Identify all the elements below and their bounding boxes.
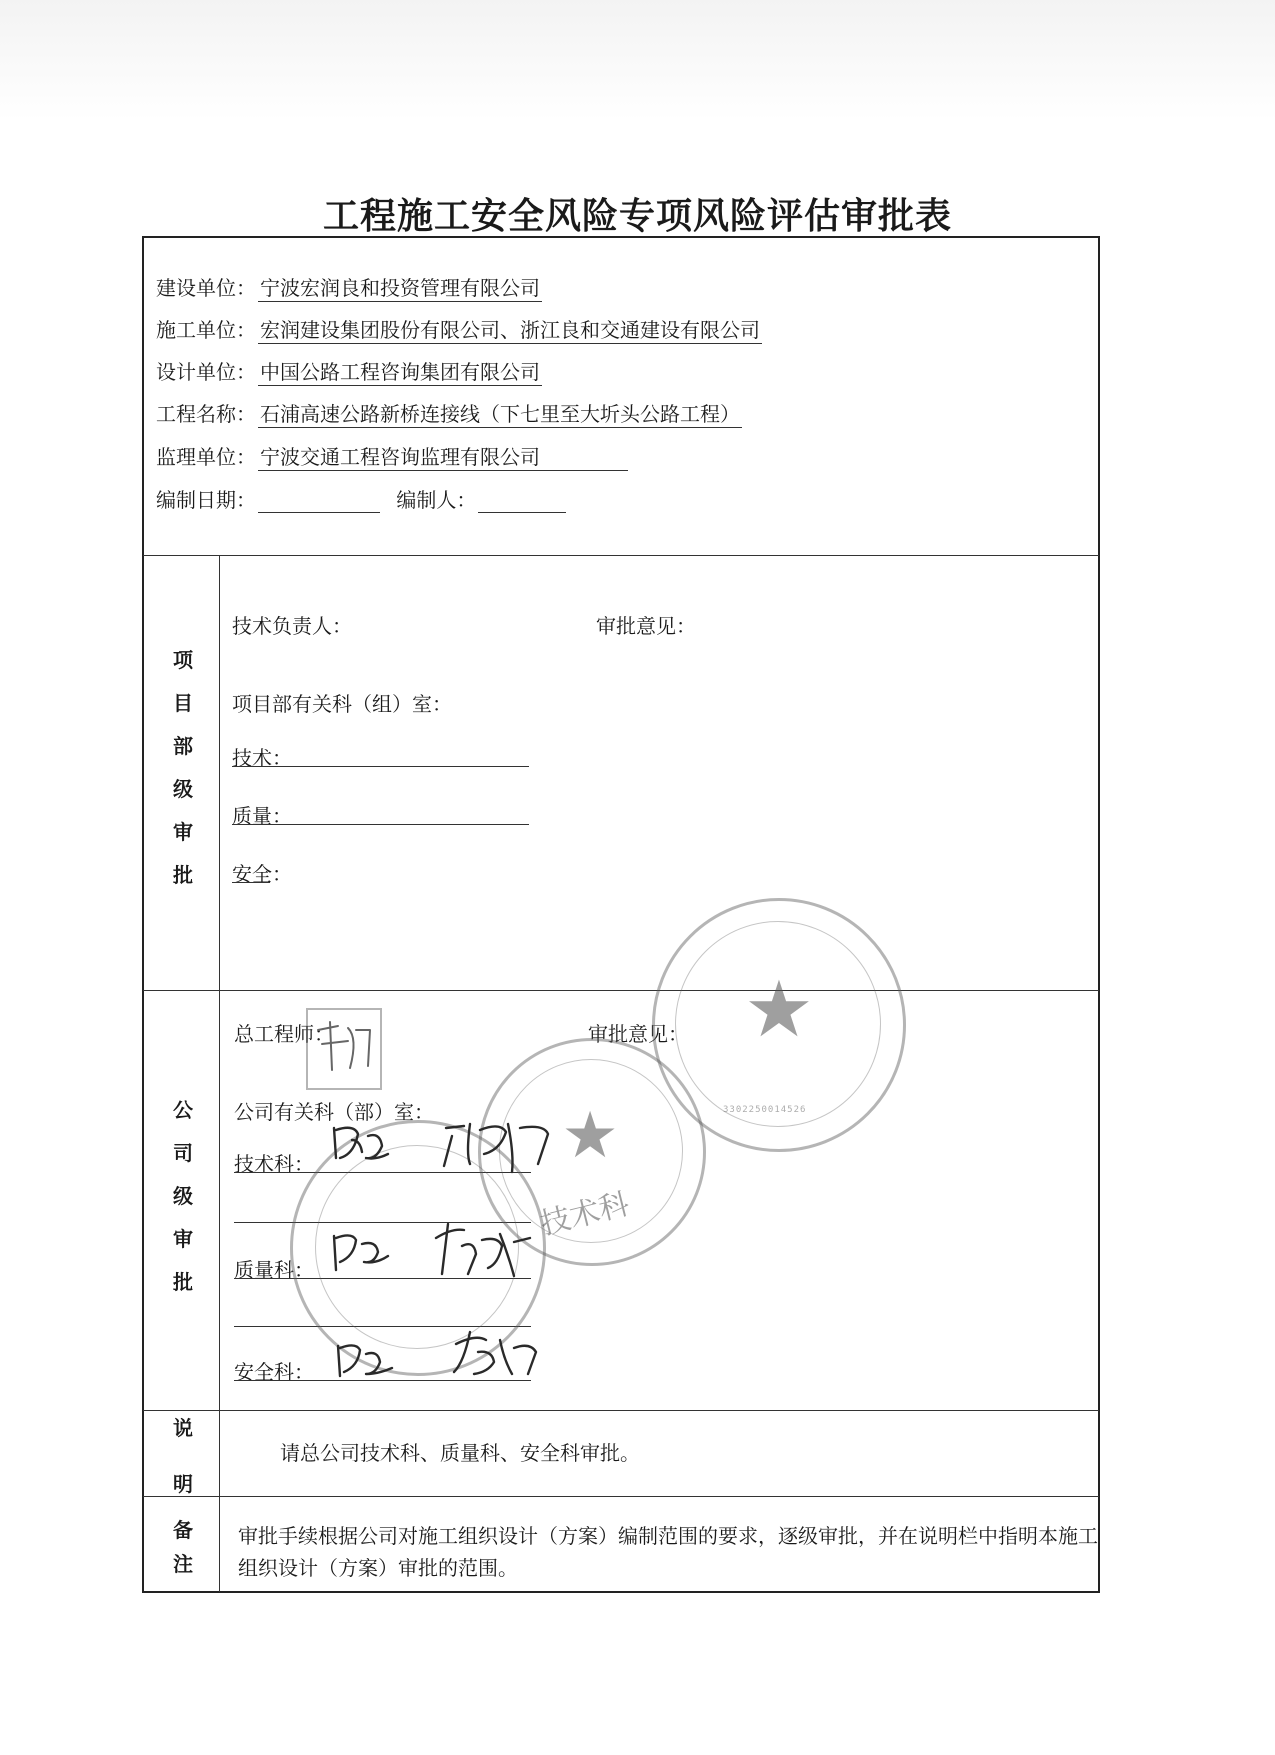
project-tech-lead-label: 技术负责人： — [232, 614, 352, 638]
divider-project — [143, 990, 1099, 991]
side-label-divider — [219, 555, 220, 1592]
compile-date-blank — [258, 492, 380, 513]
project-dept-label: 项目部有关科（组）室： — [232, 692, 452, 716]
project-name-row — [156, 398, 742, 427]
star-icon: ★ — [561, 1099, 619, 1173]
supervision-unit-value: 宁波交通工程咨询监理有限公司 — [258, 445, 628, 471]
project-opinion-label: 审批意见： — [596, 614, 696, 638]
contractor-row — [156, 314, 762, 343]
star-icon: ★ — [744, 965, 814, 1055]
design-unit-value: 中国公路工程咨询集团有限公司 — [260, 360, 540, 384]
project-name-value: 石浦高速公路新桥连接线（下七里至大圻头公路工程） — [260, 402, 740, 426]
compiler-blank — [478, 492, 566, 513]
divider-explanation — [143, 1496, 1099, 1497]
project-tech-label: 技术： — [232, 746, 292, 770]
tech-dept-stamp-text: 技术科 — [536, 1186, 633, 1243]
chief-engineer-label: 总工程师： — [234, 1022, 334, 1046]
explanation-side-label: 说 明 — [173, 1416, 193, 1496]
company-safety-line — [234, 1380, 531, 1381]
company-side-label: 公 司 级 审 批 — [173, 1098, 193, 1294]
project-name-label: 工程名称： — [156, 402, 256, 426]
construction-unit-value: 宁波宏润良和投资管理有限公司 — [260, 276, 540, 300]
explanation-text: 请总公司技术科、质量科、安全科审批。 — [280, 1441, 640, 1465]
project-quality-label: 质量： — [232, 804, 292, 828]
supervision-unit-label: 监理单位： — [156, 445, 256, 469]
compiler-label: 编制人： — [396, 488, 477, 512]
chief-engineer-name-stamp — [306, 1008, 382, 1090]
quality-seal-stamp — [290, 1120, 546, 1376]
company-quality-label: 质量科： — [234, 1258, 314, 1282]
company-tech-label: 技术科： — [234, 1152, 314, 1176]
project-quality-line — [232, 824, 529, 825]
company-dept-label: 公司有关科（部）室： — [234, 1100, 434, 1124]
divider-header — [143, 555, 1099, 556]
scan-edge — [0, 0, 1275, 120]
supervision-unit-row — [156, 441, 628, 470]
remarks-text: 审批手续根据公司对施工组织设计（方案）编制范围的要求，逐级审批，并在说明栏中指明本施工组织设计（方案）审批的范围。 — [238, 1524, 1098, 1580]
construction-unit-row — [156, 272, 542, 301]
company-safety-label: 安全科： — [234, 1360, 314, 1384]
contractor-value: 宏润建设集团股份有限公司、浙江良和交通建设有限公司 — [260, 318, 760, 342]
compile-row — [156, 484, 566, 513]
project-side-label: 项 目 部 级 审 批 — [173, 648, 193, 887]
form-frame — [142, 236, 1100, 1593]
company-opinion-label: 审批意见： — [588, 1022, 688, 1046]
remarks-side-label: 备 注 — [173, 1518, 193, 1576]
design-unit-row — [156, 356, 542, 385]
project-tech-line — [232, 766, 529, 767]
form-title: 工程施工安全风险专项风险评估审批表 — [322, 196, 952, 237]
compile-date-label: 编制日期： — [156, 488, 256, 512]
company-number: 3302250014526 — [723, 1105, 807, 1115]
construction-unit-label: 建设单位： — [156, 276, 256, 300]
design-unit-label: 设计单位： — [156, 360, 256, 384]
project-safety-line — [232, 882, 270, 883]
project-safety-label: 安全： — [232, 862, 292, 886]
divider-company — [143, 1410, 1099, 1411]
contractor-label: 施工单位： — [156, 318, 256, 342]
